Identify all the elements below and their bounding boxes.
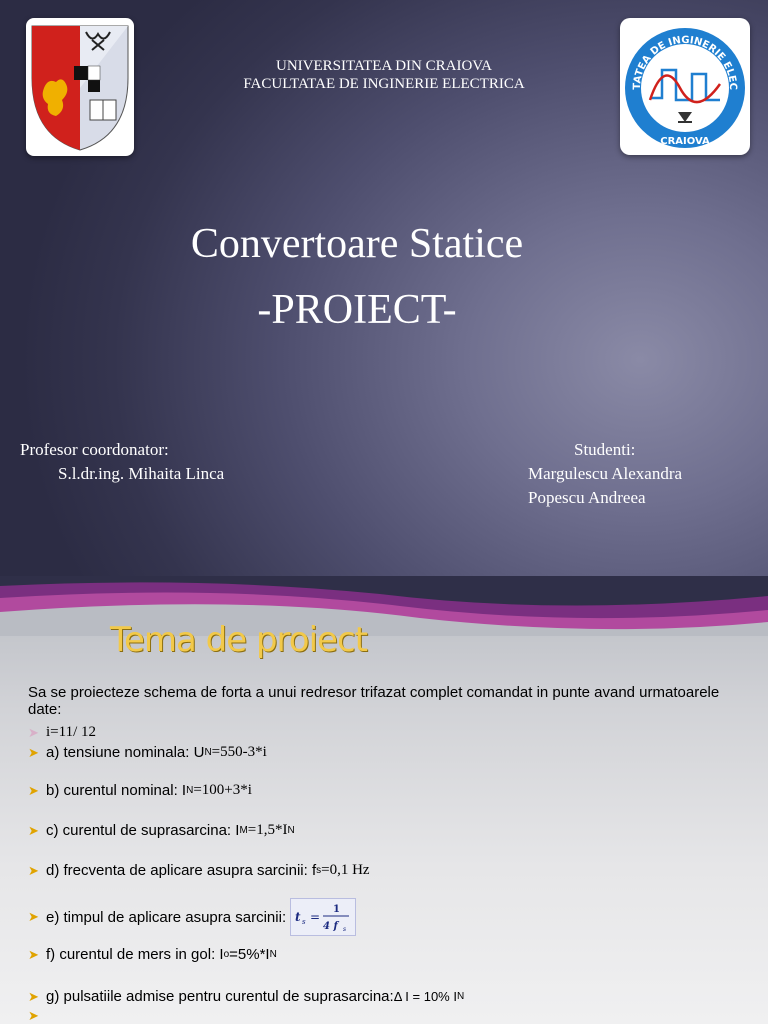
- theme-intro-text: Sa se proiecteze schema de forta a unui redresor trifazat complet comandat in punte avand urmatoarele date:: [28, 684, 720, 718]
- list-item-d: ➤ d) frecventa de aplicare asupra sarcinii: f s =0,1 Hz: [28, 862, 370, 879]
- professor-label: Profesor coordonator:: [20, 440, 169, 459]
- time-formula-image: [290, 898, 356, 936]
- bullet-arrow-icon: ➤: [28, 862, 39, 878]
- formula-icon: [291, 899, 355, 935]
- bullet-arrow-icon: ➤: [28, 724, 39, 740]
- svg-text:s: s: [343, 926, 347, 933]
- list-item-g: ➤ g) pulsatiile admise pentru curentul de suprasarcina: Δ I = 10% I N: [28, 988, 465, 1005]
- bullet-arrow-icon: ➤: [28, 946, 39, 962]
- svg-text:s: s: [302, 918, 306, 926]
- svg-text:FACULTATEA DE INGINERIE ELECTR: TATEA DE INGINERIE ELEC: [631, 34, 739, 91]
- bullet-arrow-icon: ➤: [28, 1008, 39, 1023]
- list-item-empty: [28, 1008, 46, 1024]
- university-name: UNIVERSITATEA DIN CRAIOVA: [275, 58, 493, 74]
- professor-name: S.l.dr.ing. Mihaita Linca: [58, 464, 225, 483]
- slide-title-line2: -PROIECT-: [257, 287, 457, 333]
- bullet-arrow-icon: ➤: [28, 782, 39, 798]
- svg-text:CRAIOVA: CRAIOVA: [660, 136, 710, 147]
- bullet-arrow-icon: ➤: [28, 909, 39, 924]
- list-item-a: ➤ a) tensiune nominala: U N =550-3*i: [28, 744, 267, 761]
- svg-text:4 f: 4 f: [323, 921, 338, 932]
- faculty-seal-icon: [620, 18, 750, 155]
- bullet-arrow-icon: ➤: [28, 744, 39, 760]
- svg-text:t: t: [295, 910, 301, 924]
- theme-title: Tema de proiect: [110, 620, 367, 660]
- student-name-1: Margulescu Alexandra: [528, 464, 683, 483]
- student-name-2: Popescu Andreea: [528, 488, 646, 507]
- list-item-f: ➤ f) curentul de mers in gol: I o =5%*I N: [28, 946, 277, 963]
- list-item-c: ➤ c) curentul de suprasarcina: I M =1,5*I N: [28, 822, 295, 839]
- bullet-arrow-icon: ➤: [28, 822, 39, 838]
- list-item-i: ➤ i=11/ 12: [28, 724, 96, 740]
- students-label: Studenti:: [574, 440, 636, 459]
- faculty-name: FACULTATAE DE INGINERIE ELECTRICA: [243, 76, 525, 92]
- bullet-arrow-icon: ➤: [28, 988, 39, 1004]
- list-item-b: ➤ b) curentul nominal: I N =100+3*i: [28, 782, 252, 799]
- svg-text:=: =: [310, 910, 321, 924]
- slide-title-line1: Convertoare Statice: [190, 221, 524, 267]
- svg-text:1: 1: [333, 904, 341, 915]
- faculty-logo: [620, 18, 750, 155]
- theme-slide: [0, 576, 768, 1024]
- list-item-e: ➤ e) timpul de aplicare asupra sarcinii: t s = 1 4 f s: [28, 898, 356, 936]
